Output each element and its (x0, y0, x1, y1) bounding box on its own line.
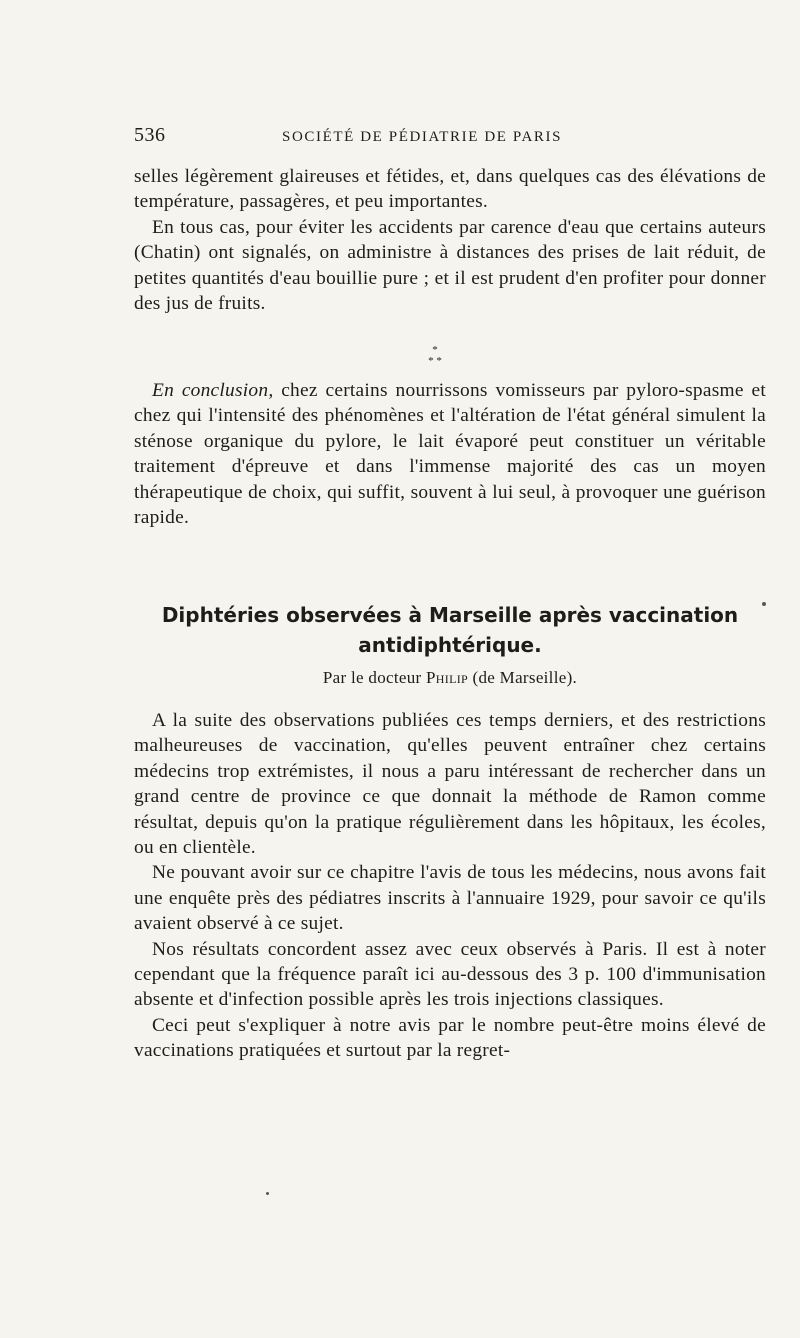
asterism-bottom: * * (428, 355, 442, 367)
article-paragraph-2: Ne pouvant avoir sur ce chapitre l'avis de tous les médecins, nous avons fait une enquête près des pédiatres inscrits à l'annuaire 1929, pour savoir ce qu'ils avaient observé à ce sujet. (134, 862, 766, 935)
print-speck (762, 602, 766, 606)
section-separator-asterism (420, 345, 450, 367)
print-speck (266, 1192, 269, 1195)
page-number: 536 (134, 124, 166, 146)
paragraph-chatin: En tous cas, pour éviter les accidents par carence d'eau que certains auteurs (Chatin) ont signalés, on administre à distances des prises de lait réduit, de petites quantités d'eau bouillie pure ; et il est prudent d'en profiter pour donner des jus de fruits. (134, 216, 766, 315)
article-title-line-1: Diphtéries observées à Marseille après vaccination (161, 603, 739, 627)
article-byline (134, 668, 766, 688)
article-title (134, 600, 766, 660)
conclusion-text: chez certains nourrissons vomisseurs par pyloro-spasme et chez qui l'intensité des phénomènes et l'altération de l'état général simulent la sténose organique du pylore, le lait évaporé peut constituer un véritable traitement d'épreuve et dans l'immense majorité des cas un moyen thérapeutique de choix, qui suffit, souvent à lui seul, à provoquer une guérison rapide. (134, 380, 766, 529)
running-head: SOCIÉTÉ DE PÉDIATRIE DE PARIS (282, 129, 563, 145)
asterism-top: * (432, 344, 438, 356)
byline-suffix: (de Marseille). (467, 668, 578, 687)
article-paragraph-1: A la suite des observations publiées ces temps derniers, et des restrictions malheureuses de vaccination, qu'elles peuvent entraîner chez certains médecins trop extrémistes, il nous a paru intéressant de rechercher dans un grand centre de province ce que donnait la méthode de Ramon comme résultat, depuis qu'on la pratique régulièrement dans les hôpitaux, les écoles, ou en clientèle. (134, 710, 766, 859)
conclusion-lead: En conclusion, (152, 380, 274, 401)
byline-prefix: Par le docteur (322, 668, 427, 687)
conclusion-block (134, 378, 766, 530)
article-body (134, 708, 766, 1064)
byline-author: Philip (426, 668, 468, 687)
paragraph-continued: selles légèrement glaireuses et fétides, et, dans quelques cas des élévations de température, passagères, et peu importantes. (134, 166, 766, 213)
article-paragraph-3: Nos résultats concordent assez avec ceux observés à Paris. Il est à noter cependant que la fréquence paraît ici au-dessous des 3 p. 100 d'immunisation absente et d'infection possible après les trois injections classiques. (134, 938, 766, 1011)
page-header (134, 124, 766, 154)
article-paragraph-4: Ceci peut s'expliquer à notre avis par le nombre peut-être moins élevé de vaccinations pratiquées et surtout par la regret- (134, 1014, 766, 1062)
article-title-line-2: antidiphtérique. (358, 633, 542, 657)
paragraph-conclusion (134, 378, 766, 530)
body-text-top (134, 164, 766, 316)
